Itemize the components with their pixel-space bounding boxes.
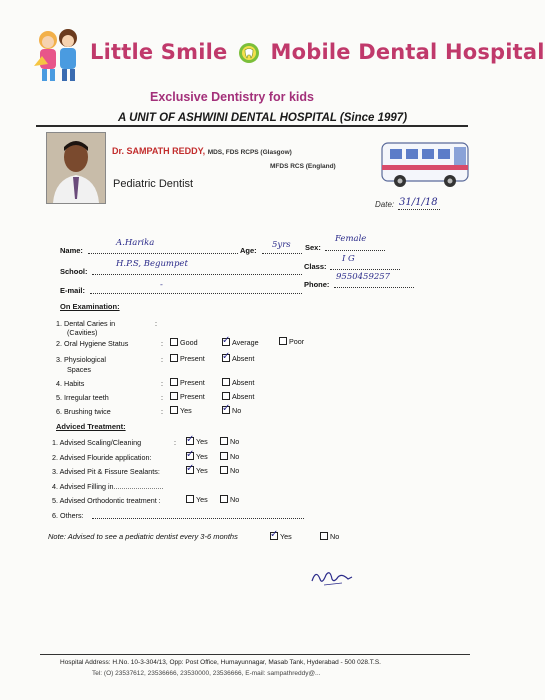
option-label: Absent (232, 353, 255, 363)
title-left: Little Smile (90, 40, 228, 64)
treatment-row-sealants (52, 467, 160, 476)
sex-value: Female (335, 234, 367, 244)
age-value: 5yrs (272, 240, 291, 250)
option-label: Yes (180, 405, 192, 415)
treatment-num: 1. (52, 438, 58, 447)
date-label: Date: (375, 200, 395, 209)
option-label: No (230, 465, 240, 475)
specialty: Pediatric Dentist (113, 178, 194, 190)
checkbox-no[interactable] (220, 437, 228, 445)
option-label: Yes (196, 494, 208, 504)
phone-label: Phone: (304, 280, 330, 289)
footer-address: Hospital Address: H.No. 10-3-304/13, Opp: Post Office, Humayunnagar, Masab Tank, Hyderabad - 500 028.T.S. (60, 659, 381, 666)
note-text: Note: Advised to see a pediatric dentist every 3-6 months (48, 532, 238, 541)
exam-num: 5. (56, 393, 62, 402)
treatment-num: 3. (52, 467, 58, 476)
treatment-row-filling (52, 482, 163, 491)
checkbox-yes[interactable] (170, 406, 178, 414)
header-divider (36, 125, 468, 127)
checkbox-present[interactable] (170, 354, 178, 362)
option-label: Average (232, 337, 259, 347)
exam-num: 4. (56, 379, 62, 388)
checkbox-no[interactable] (220, 466, 228, 474)
treatment-label: Advised Filling in......................... (59, 482, 164, 491)
subtitle: Exclusive Dentistry for kids (150, 90, 314, 104)
exam-num: 1. (56, 319, 62, 328)
others-field[interactable] (92, 518, 304, 519)
doctor-name-text: Dr. SAMPATH REDDY, (112, 146, 206, 156)
footer-divider (40, 654, 470, 655)
phone-value: 9550459257 (336, 272, 391, 282)
option-label: Absent (232, 391, 255, 401)
tooth-logo-icon (238, 42, 260, 64)
option-yes[interactable] (186, 451, 208, 461)
option-no[interactable] (222, 405, 241, 415)
checkbox-absent[interactable] (222, 378, 230, 386)
treatment-num: 6. (52, 511, 58, 520)
note-option-yes[interactable] (270, 531, 292, 541)
mobile-bus-icon (380, 135, 472, 191)
checkbox-yes[interactable] (186, 437, 194, 445)
option-label: Present (180, 377, 205, 387)
option-no[interactable] (220, 451, 239, 461)
treatment-row-others (52, 511, 84, 520)
option-yes[interactable] (170, 405, 192, 415)
option-label: Present (180, 353, 205, 363)
email-field[interactable] (90, 293, 302, 294)
checkbox-yes[interactable] (186, 452, 194, 460)
examination-heading: On Examination: (60, 302, 120, 311)
hospital-title (90, 40, 545, 64)
option-present[interactable] (170, 391, 205, 401)
exam-colon: : (161, 407, 163, 416)
checkbox-absent[interactable] (222, 354, 230, 362)
date-value: 31/1/18 (399, 197, 438, 208)
option-label: Yes (196, 465, 208, 475)
option-label: Present (180, 391, 205, 401)
sex-label: Sex: (305, 243, 321, 252)
checkbox-no[interactable] (220, 495, 228, 503)
name-field[interactable] (88, 253, 238, 254)
exam-label: Brushing twice (64, 407, 111, 416)
school-label: School: (60, 267, 88, 276)
exam-label-sub: (Cavities) (67, 328, 98, 337)
option-yes[interactable] (186, 494, 208, 504)
option-absent[interactable] (222, 391, 254, 401)
unit-line: A UNIT OF ASHWINI DENTAL HOSPITAL (Since 1997) (118, 112, 408, 124)
treatment-row-flouride (52, 453, 152, 462)
kids-logo-icon (30, 26, 86, 86)
option-yes[interactable] (186, 465, 208, 475)
doctor-name (112, 146, 292, 156)
treatment-label: Advised Flouride application: (59, 453, 152, 462)
option-label: No (230, 436, 240, 446)
option-label: Yes (196, 436, 208, 446)
checkbox-no[interactable] (220, 452, 228, 460)
option-label: No (232, 405, 242, 415)
option-label: No (230, 494, 240, 504)
checkbox-yes[interactable] (186, 495, 194, 503)
option-label: No (330, 531, 340, 541)
checkbox-yes[interactable] (186, 466, 194, 474)
phone-field[interactable] (334, 287, 414, 288)
age-label: Age: (240, 246, 257, 255)
exam-label: Habits (64, 379, 85, 388)
doctor-portrait-icon (47, 133, 105, 203)
exam-colon: : (161, 339, 163, 348)
treatment-heading: Adviced Treatment: (56, 422, 126, 431)
title-right: Mobile Dental Hospital (270, 40, 545, 64)
exam-row-caries (56, 319, 115, 328)
option-label: Yes (196, 451, 208, 461)
option-label: Poor (289, 336, 305, 346)
date-underline (398, 209, 440, 210)
treatment-label: Others: (60, 511, 84, 520)
class-field[interactable] (330, 269, 400, 270)
treatment-label: Advised Pit & Fissure Sealants: (59, 467, 160, 476)
exam-row-spaces (56, 355, 106, 364)
doctor-degrees: MDS, FDS RCPS (Glasgow) (207, 149, 292, 156)
exam-num: 3. (56, 355, 62, 364)
treatment-row-orthodontic (52, 496, 161, 505)
exam-num: 6. (56, 407, 62, 416)
exam-colon: : (155, 319, 157, 328)
exam-colon: : (161, 393, 163, 402)
exam-label: Physiological (64, 355, 106, 364)
class-value: I G (342, 254, 355, 264)
class-label: Class: (304, 262, 327, 271)
note-option-no[interactable] (320, 531, 339, 541)
name-value: A.Harika (116, 238, 155, 248)
exam-row-irregular-teeth (56, 393, 109, 402)
sex-field[interactable] (325, 250, 385, 251)
option-absent[interactable] (222, 353, 254, 363)
school-value: H.P.S, Begumpet (116, 259, 188, 269)
option-label: No (230, 451, 240, 461)
exam-colon: : (161, 379, 163, 388)
option-label: Yes (280, 531, 292, 541)
footer-contact: Tel: (O) 23537612, 23536666, 23530000, 23536666, E-mail: sampathreddy@... (92, 670, 321, 677)
option-yes[interactable] (186, 436, 208, 446)
treatment-num: 2. (52, 453, 58, 462)
treatment-label: Advised Scaling/Cleaning (59, 438, 142, 447)
note-line (48, 532, 238, 541)
checkbox-average[interactable] (222, 338, 230, 346)
option-label: Absent (232, 377, 255, 387)
treatment-colon: : (174, 438, 176, 447)
option-no[interactable] (220, 494, 239, 504)
option-label: Good (180, 337, 198, 347)
email-label: E-mail: (60, 286, 86, 295)
exam-label-sub: Spaces (67, 365, 91, 374)
checkbox-yes[interactable] (270, 532, 278, 540)
option-present[interactable] (170, 353, 205, 363)
option-good[interactable] (170, 337, 198, 347)
checkbox-good[interactable] (170, 338, 178, 346)
exam-label: Oral Hygiene Status (64, 339, 129, 348)
option-no[interactable] (220, 436, 239, 446)
age-field[interactable] (262, 253, 302, 254)
checkbox-absent[interactable] (222, 392, 230, 400)
checkbox-present[interactable] (170, 392, 178, 400)
exam-row-brushing (56, 407, 111, 416)
option-poor[interactable] (279, 336, 304, 346)
checkbox-no[interactable] (320, 532, 328, 540)
checkbox-present[interactable] (170, 378, 178, 386)
checkbox-no[interactable] (222, 406, 230, 414)
name-label: Name: (60, 246, 83, 255)
exam-colon: : (161, 355, 163, 364)
treatment-num: 4. (52, 482, 58, 491)
option-present[interactable] (170, 377, 205, 387)
exam-num: 2. (56, 339, 62, 348)
checkbox-poor[interactable] (279, 337, 287, 345)
doctor-photo (46, 132, 106, 204)
exam-row-oral-hygiene (56, 339, 128, 348)
option-average[interactable] (222, 337, 259, 347)
option-absent[interactable] (222, 377, 254, 387)
email-value: - (160, 280, 163, 290)
doctor-mfds: MFDS RCS (England) (270, 163, 336, 170)
exam-label: Irregular teeth (64, 393, 109, 402)
school-field[interactable] (92, 274, 302, 275)
exam-label: Dental Caries in (64, 319, 116, 328)
treatment-label: Advised Orthodontic treatment : (59, 496, 161, 505)
option-no[interactable] (220, 465, 239, 475)
exam-row-habits (56, 379, 84, 388)
signature-icon (308, 565, 356, 589)
treatment-row-scaling (52, 438, 141, 447)
treatment-num: 5. (52, 496, 58, 505)
